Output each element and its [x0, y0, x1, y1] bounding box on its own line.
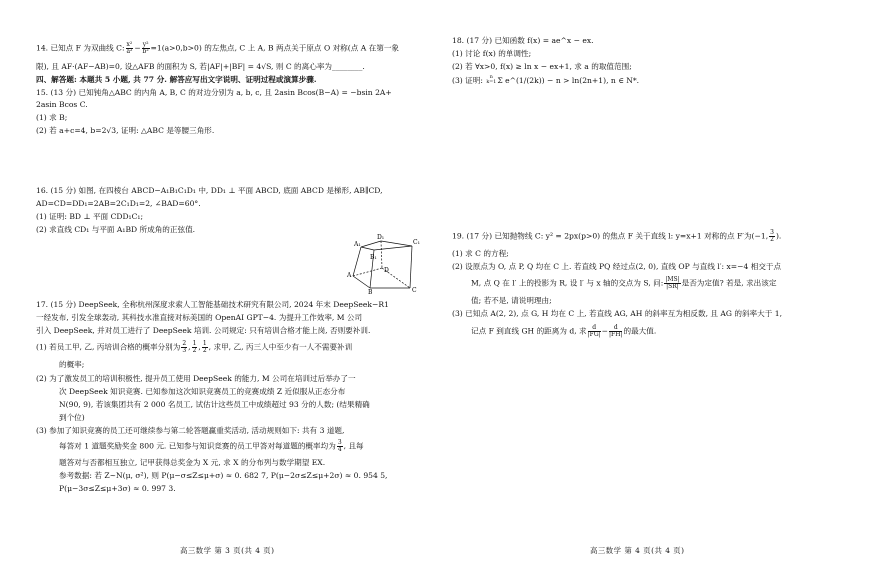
page-4 [440, 0, 870, 578]
q18-line1: 18. (17 分) 已知函数 f(x) = ae^x − ex. [452, 36, 594, 45]
fraction-3-2 [769, 230, 775, 243]
q18-sum-expression: Σ e^(1/(2k)) − n > ln(2n+1), n ∈ N*. [497, 76, 640, 85]
q17-part2-l4: 到个位) [59, 413, 85, 422]
q17-part3-l2 [59, 440, 364, 453]
q19-part2-l3: 值; 若不是, 请说明理由; [471, 296, 552, 305]
edge-aa1 [353, 247, 361, 276]
frac-num: y² [142, 41, 149, 48]
label-b1: B₁ [370, 254, 377, 261]
frac-den: 2 [770, 236, 774, 243]
q17-p1-text-b: , 求甲, 乙, 丙三人中至少有一人不需要补训 [208, 342, 353, 352]
q17-part2-l2: 次 DeepSeek 知识竞赛. 已知参加这次知识竞赛员工的竞赛成绩 Z 近似服从正态分布 [59, 387, 346, 396]
q17-reference-2: P(μ−3σ≤Z≤μ+3σ) ≈ 0. 997 3. [59, 484, 176, 493]
q19-p3-text: 记点 F 到直线 GH 的距离为 d, 求 [471, 326, 587, 336]
q19-p2-text: M, 点 Q 在 l′ 上的投影为 R, 设 l′ 与 x 轴的交点为 S, 问: [471, 278, 664, 288]
frac-den: b² [142, 48, 149, 55]
q19-line1: 19. (17 分) 已知抛物线 C: y² = 2px(p>0) 的焦点 F 关于直线 l: y=x+1 对称的点 F′为(−1, $\frac{3}{2}$ ). [452, 229, 782, 243]
q16-part1: (1) 证明: BD ⊥ 平面 CDD₁C₁; [36, 212, 144, 221]
q14-line1: 14. 已知点 F 为双曲线 C: $\frac{\text{x²}}{\text{a²}}$ − $\frac{\text{y²}}{\text{b²}}$ =1(a>0,b>0) 的左焦点, C 上 A, B 两点关于原点 O 对称(点 A 在第一象 [36, 41, 400, 55]
q16-line1: 16. (15 分) 如图, 在四棱台 ABCD−A₁B₁C₁D₁ 中, DD₁ ⊥ 平面 ABCD, 底面 ABCD 是梯形, AB∥CD, [36, 186, 383, 195]
frac-den: |SR| [666, 283, 679, 290]
q19-part3-l2: 记点 F 到直线 GH 的距离为 d, 求 $\frac{d}{|FG|}$ − $\frac{d}{|FH|}$ 的最大值. [471, 324, 657, 338]
fraction-ms-sr [664, 277, 680, 290]
q17-line2: 一经发布, 引发全球轰动, 其科技水准直接对标美国的 OpenAI GPT−4. 为提升工作效率, M 公司 [36, 313, 363, 322]
label-c: C [412, 287, 417, 294]
edge-cc1 [410, 246, 412, 288]
q17-part2-l3: N(90, 9), 若该集团共有 2 000 名员工, 试估计这些员工中成绩超过 93 分的人数; (结果精确 [59, 400, 370, 409]
frac-num: 2 [182, 340, 187, 347]
frac-num: d [609, 325, 622, 332]
fraction-p2 [192, 341, 198, 354]
q17-line3: 引入 DeepSeek, 并对员工进行了 DeepSeek 培训. 公司规定: 只有培训合格才能上岗, 否则要补训. [36, 326, 371, 335]
frustum-figure [340, 232, 430, 294]
q19-p2-text-b: 是否为定值? 若是, 求出该定 [681, 278, 777, 288]
fraction-x2-a2 [126, 42, 134, 55]
q15-part1: (1) 求 B; [36, 113, 68, 122]
fraction-p1 [181, 341, 187, 354]
edge-dd1-hidden [381, 241, 382, 268]
q16-line2: AD=CD=DD₁=2AB=2C₁D₁=2, ∠BAD=60°. [36, 199, 201, 208]
q17-part2-l1: (2) 为了激发员工的培训积极性, 提升员工使用 DeepSeek 的能力, M 公司在培训过后举办了一 [36, 374, 356, 383]
label-d: D [384, 267, 389, 274]
frac-den: |FG| [587, 331, 601, 338]
q15-part2: (2) 若 a+c=4, b=2√3, 证明: △ABC 是等腰三角形. [36, 126, 215, 135]
frac-num: x² [126, 41, 133, 48]
q15-line1: 15. (13 分) 已知钝角△ABC 的内角 A, B, C 的对边分别为 a, b, c, 且 2asin Bcos(B−A) = −bsin 2A+ [36, 88, 392, 97]
label-a: A [347, 272, 352, 279]
edge-d1c1 [381, 241, 412, 246]
page-footer-4: 高三数学 第 4 页(共 4 页) [590, 546, 685, 555]
q18-part3 [452, 76, 639, 86]
frac-den: |FH| [609, 331, 623, 338]
fraction-three-quarters [337, 440, 343, 453]
label-c1: C₁ [413, 239, 420, 246]
q18-part2: (2) 若 ∀x>0, f(x) ≥ ln x − ex+1, 求 a 的取值范围; [452, 62, 632, 71]
page-footer-3: 高三数学 第 3 页(共 4 页) [180, 546, 275, 555]
point-x: −1, [754, 231, 769, 241]
fraction-d-fg [588, 325, 601, 338]
edge-ad-hidden [353, 268, 382, 276]
q17-p3-text-b: , 且每 [343, 441, 364, 451]
fraction-y2-b2 [142, 42, 150, 55]
q19-part1: (1) 求 C 的方程; [452, 249, 509, 258]
q17-part1-cont: 的概率; [59, 360, 85, 369]
q17-line1: 17. (15 分) DeepSeek, 全称杭州深度求索人工智能基础技术研究有限公司, 2024 年末 DeepSeek−R1 [36, 300, 389, 309]
label-b: B [368, 289, 373, 294]
q17-p3-text: 每答对 1 道题奖励奖金 800 元. 已知参与知识竞赛的员工甲答对每道题的概率均为 [59, 441, 336, 451]
q19-part3-l1: (3) 已知点 A(2, 2), 点 G, H 均在 C 上, 若直线 AG, AH 的斜率互为相反数, 且 AG 的斜率大于 1, [452, 309, 783, 318]
edge-ab [353, 276, 370, 288]
frac-den: a² [126, 48, 133, 55]
frac-num: 3 [770, 229, 774, 236]
q18-part1: (1) 讨论 f(x) 的单调性; [452, 49, 532, 58]
frac-num: d [588, 325, 601, 332]
fraction-d-fh [609, 325, 622, 338]
frac-num: 1 [192, 340, 197, 347]
section-header-4: 四、解答题: 本题共 5 小题, 共 77 分. 解答应写出文字说明、证明过程或演算步骤. [36, 75, 317, 84]
q16-part2: (2) 求直线 CD₁ 与平面 A₁BD 所成角的正弦值. [36, 225, 196, 234]
q19-text: 19. (17 分) 已知抛物线 C: y² = 2px(p>0) 的焦点 F 关于直线 l: y=x+1 对称的点 F′为 [452, 231, 752, 241]
q14-text-a: 14. 已知点 F 为双曲线 C: [36, 43, 125, 53]
sum-top: n [489, 75, 493, 81]
edge-a1b1 [361, 247, 374, 250]
frac-num: |MS| [665, 276, 680, 283]
q15-line2: 2asin Bcos C. [36, 100, 88, 109]
q17-part1: (1) 若员工甲, 乙, 丙培训合格的概率分别为 $\frac{2}{3}$ , $\frac{1}{2}$ , $\frac{1}{2}$ , 求甲, 乙, 丙三人中至少有一人不需要补训 [36, 340, 353, 354]
fraction-p3 [202, 341, 208, 354]
frac-den: 4 [337, 446, 342, 453]
edge-b1c1 [374, 246, 412, 250]
edge-a1d1 [361, 241, 381, 247]
q19-part2-l2 [471, 277, 776, 290]
q17-p1-text: (1) 若员工甲, 乙, 丙培训合格的概率分别为 [36, 342, 181, 352]
q19-part2-l1: (2) 设原点为 O, 点 P, Q 均在 C 上. 若直线 PQ 经过点(2, 0), 直线 OP 与直线 l′: x=−4 相交于点 [452, 262, 782, 271]
frac-num: 3 [337, 439, 342, 446]
q17-reference-1: 参考数据: 若 Z~N(μ, σ²), 则 P(μ−σ≤Z≤μ+σ) ≈ 0. 682 7, P(μ−2σ≤Z≤μ+2σ) ≈ 0. 954 5, [59, 471, 388, 480]
sum-limits [486, 76, 496, 86]
q14-text-b: =1(a>0,b>0) 的左焦点, C 上 A, B 两点关于原点 O 对称(点 A 在第一象 [150, 43, 400, 53]
label-d1: D₁ [377, 234, 385, 241]
q17-part3-l1: (3) 参加了知识竞赛的员工还可继续参与第二轮答题赢重奖活动, 活动规则如下: 共有 3 道题, [36, 426, 345, 435]
q19-p3-text-b: 的最大值. [623, 326, 657, 336]
frac-den: 3 [182, 347, 187, 354]
q18-p3-text: (3) 证明: [452, 76, 483, 85]
q14-line2: 限), 且 AF·(AF−AB)=0, 设△AFB 的面积为 S, 若|AF|+|BF| = 4√S, 则 C 的离心率为________. [36, 62, 365, 71]
frac-den: 2 [202, 347, 207, 354]
label-a1: A₁ [354, 241, 361, 248]
sum-bottom: k=1 [486, 80, 497, 85]
frac-den: 2 [192, 347, 197, 354]
frac-num: 1 [202, 340, 207, 347]
q17-part3-l3: 题答对与否都相互独立, 记甲获得总奖金为 X 元, 求 X 的分布列与数学期望 EX. [59, 458, 326, 467]
